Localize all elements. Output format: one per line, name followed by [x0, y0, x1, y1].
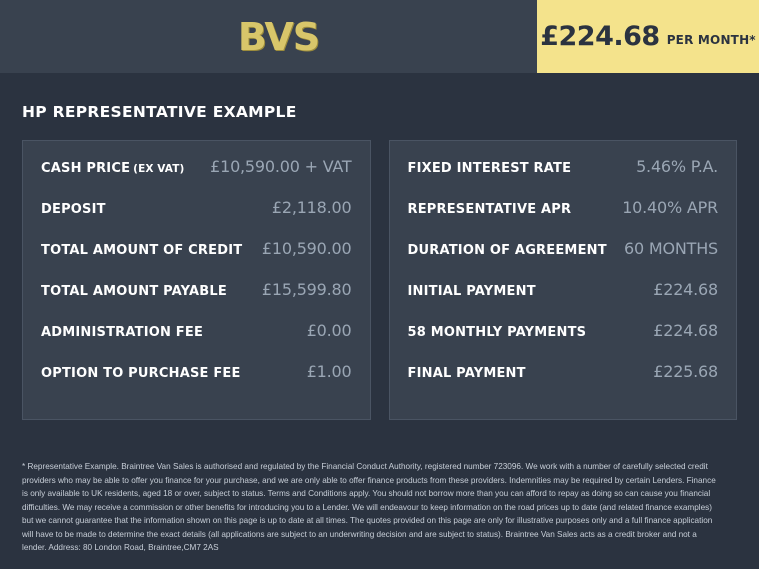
detail-value: £0.00 [306, 321, 352, 340]
disclaimer [0, 447, 759, 569]
finance-details-panels [0, 121, 759, 420]
finance-panel-left [22, 140, 371, 420]
detail-row [41, 239, 352, 280]
detail-label: DEPOSIT [41, 202, 106, 217]
detail-label: 58 MONTHLY PAYMENTS [407, 325, 587, 340]
detail-row [408, 239, 719, 280]
detail-row [41, 280, 352, 321]
page-header [0, 0, 759, 73]
detail-row [408, 321, 719, 362]
detail-label: OPTION TO PURCHASE FEE [41, 366, 241, 381]
detail-value: £224.68 [653, 280, 718, 299]
detail-value: £10,590.00 + VAT [210, 157, 352, 176]
detail-row [408, 157, 719, 198]
detail-value: 60 MONTHS [624, 239, 718, 258]
detail-row [408, 362, 719, 403]
brand-logo [0, 0, 537, 73]
detail-row [408, 198, 719, 239]
detail-row [41, 362, 352, 403]
monthly-price-suffix: PER MONTH* [666, 32, 756, 47]
detail-label: FIXED INTEREST RATE [407, 161, 572, 176]
monthly-price-amount: £224.68 [540, 21, 660, 52]
detail-value: £225.68 [653, 362, 718, 381]
detail-label: REPRESENTATIVE APR [407, 202, 572, 217]
detail-value: 5.46% P.A. [636, 157, 718, 176]
page-title: HP REPRESENTATIVE EXAMPLE [22, 103, 297, 121]
finance-panel-right [389, 140, 738, 420]
detail-label-sub: (EX VAT) [133, 163, 185, 175]
detail-row [408, 280, 719, 321]
detail-label: ADMINISTRATION FEE [41, 325, 204, 340]
detail-label: TOTAL AMOUNT OF CREDIT [41, 243, 243, 258]
detail-label: INITIAL PAYMENT [407, 284, 536, 299]
detail-value: £15,599.80 [261, 280, 352, 299]
detail-value: £2,118.00 [271, 198, 352, 217]
detail-label: DURATION OF AGREEMENT [407, 243, 607, 258]
detail-row [41, 157, 352, 198]
monthly-price-badge [537, 0, 759, 73]
detail-label: CASH PRICE (EX VAT) [41, 161, 185, 176]
detail-label: FINAL PAYMENT [407, 366, 526, 381]
detail-value: £10,590.00 [261, 239, 352, 258]
detail-row [41, 321, 352, 362]
detail-value: £1.00 [306, 362, 352, 381]
detail-value: 10.40% APR [622, 198, 718, 217]
detail-value: £224.68 [653, 321, 718, 340]
disclaimer-text: * Representative Example. Braintree Van Sales is authorised and regulated by the Financial Conduct Authority, registered number 723096. We work with a number of carefully selected credit providers who may be able to offer you finance for your purchase, and we are only able to offer finance products from these providers. Indemnities may be required by certain Lenders. Finance is only available to UK residents, aged 18 or over, subject to status. Terms and Conditions apply. You should not borrow more than you can afford to repay as doing so can cause you financial difficulties. We may receive a commission or other benefits for introducing you to a Lender. We will endeavour to keep information on the road prices up to date (and related finance examples) but we cannot guarantee that the information shown on this page is up to date at all times. The quotes provided on this page are only for illustrative purposes only and a full finance application will have to be made to determine the exact details (all applications are subject to an underwriting decision and are subject to status). Braintree Van Sales acts as a credit broker and not a lender. Address: 80 London Road, Braintree,CM7 2AS [22, 462, 716, 553]
brand-logo-text: BVS [237, 14, 320, 59]
detail-row [41, 198, 352, 239]
detail-label: TOTAL AMOUNT PAYABLE [41, 284, 227, 299]
